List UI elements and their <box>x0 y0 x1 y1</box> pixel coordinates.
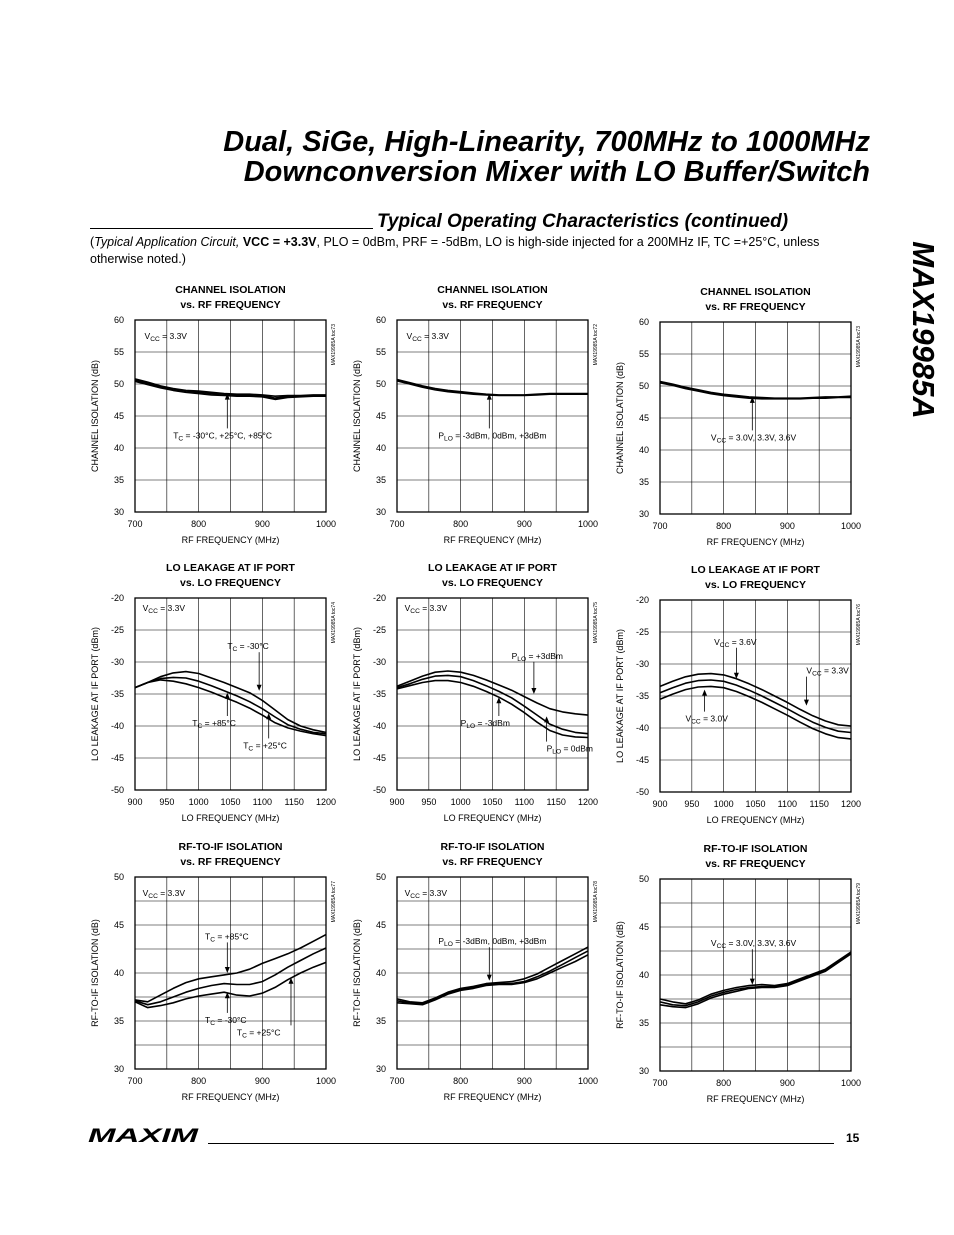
annotation-arrowhead <box>225 967 230 973</box>
x-tick-label: 1150 <box>284 797 304 807</box>
y-tick-label: -40 <box>635 723 649 733</box>
x-tick-label: 900 <box>779 1078 795 1088</box>
x-tick-label: 900 <box>652 799 668 809</box>
chart-title: LO LEAKAGE AT IF PORT <box>691 564 820 576</box>
x-tick-label: 700 <box>652 521 668 531</box>
annotation-arrowhead <box>531 688 536 694</box>
y-axis-label: CHANNEL ISOLATION (dB) <box>615 361 625 475</box>
y-tick-label: 50 <box>638 874 649 884</box>
annotation-label: TC = +85°C <box>205 931 249 944</box>
y-tick-label: 40 <box>638 445 649 455</box>
y-tick-label: 60 <box>638 317 649 327</box>
x-tick-label: 700 <box>127 1076 143 1086</box>
x-tick-label: 900 <box>389 797 405 807</box>
y-axis-label: RF-TO-IF ISOLATION (dB) <box>352 919 362 1027</box>
x-tick-label: 900 <box>254 1076 270 1086</box>
logo-text: MAXIM <box>88 1127 200 1145</box>
x-tick-label: 1100 <box>252 797 273 807</box>
x-tick-label: 700 <box>127 519 143 529</box>
footer-rule <box>208 1143 834 1144</box>
y-axis-label: CHANNEL ISOLATION (dB) <box>90 359 100 473</box>
y-tick-label: 35 <box>638 1018 649 1028</box>
y-tick-label: 55 <box>375 347 386 357</box>
annotation-label: TC = +25°C <box>243 740 287 753</box>
figure-tag: MAX19985A toc73 <box>856 326 862 368</box>
y-tick-label: -20 <box>110 593 124 603</box>
chart-5 <box>352 562 599 823</box>
x-tick-label: 700 <box>389 1076 405 1086</box>
x-tick-label: 1150 <box>809 799 829 809</box>
annotation-label: VCC = 3.3V <box>406 331 449 343</box>
y-tick-label: -30 <box>372 657 386 667</box>
annotation-arrowhead <box>804 700 809 706</box>
figure-tag: MAX19985A toc76 <box>856 604 862 646</box>
figure-tag: MAX19985A toc74 <box>331 602 337 644</box>
y-tick-label: -50 <box>110 785 124 795</box>
y-tick-label: -30 <box>110 657 124 667</box>
chart-title: vs. RF FREQUENCY <box>180 856 281 868</box>
annotation-label: TC = -30°C <box>227 641 269 653</box>
annotation-label: TC = +85°C <box>192 718 236 730</box>
chart-title: LO LEAKAGE AT IF PORT <box>428 562 557 574</box>
x-tick-label: 900 <box>779 521 795 531</box>
chart-title: CHANNEL ISOLATION <box>700 286 811 298</box>
figure-tag: MAX19985A toc78 <box>593 881 599 923</box>
y-tick-label: 35 <box>375 1016 386 1026</box>
y-tick-label: -35 <box>372 689 386 699</box>
annotation-label: PLO = -3dBm, 0dBm, +3dBm <box>438 936 547 948</box>
y-tick-label: 45 <box>638 413 649 423</box>
page-title-line2: Downconversion Mixer with LO Buffer/Switch <box>243 156 870 188</box>
y-axis-label: LO LEAKAGE AT IF PORT (dBm) <box>352 627 362 761</box>
x-tick-label: 1200 <box>840 799 862 809</box>
annotation-label: TC = -30°C, +25°C, +85°C <box>173 430 273 443</box>
x-tick-label: 1050 <box>482 797 503 807</box>
y-tick-label: 45 <box>375 920 386 930</box>
x-axis-label: RF FREQUENCY (MHz) <box>181 1092 280 1102</box>
x-tick-label: 1000 <box>188 797 209 807</box>
y-tick-label: 45 <box>638 922 649 932</box>
y-tick-label: -45 <box>372 753 386 763</box>
y-tick-label: 35 <box>375 475 386 485</box>
annotation-arrowhead <box>544 716 549 722</box>
y-tick-label: 55 <box>638 349 649 359</box>
y-tick-label: 40 <box>638 970 649 980</box>
x-tick-label: 700 <box>389 519 405 529</box>
y-tick-label: -25 <box>110 625 124 635</box>
annotation-label: VCC = 3.0V, 3.3V, 3.6V <box>710 938 797 950</box>
x-axis-label: RF FREQUENCY (MHz) <box>706 537 805 547</box>
x-tick-label: 800 <box>191 519 207 529</box>
y-tick-label: 35 <box>638 477 649 487</box>
chart-title: RF-TO-IF ISOLATION <box>440 841 545 853</box>
y-tick-label: -40 <box>372 721 386 731</box>
chart-title: RF-TO-IF ISOLATION <box>703 843 808 855</box>
x-tick-label: 1050 <box>220 797 241 807</box>
y-tick-label: -50 <box>635 787 649 797</box>
annotation-label: VCC = 3.0V <box>685 713 728 726</box>
y-tick-label: 30 <box>375 1064 386 1074</box>
x-tick-label: 800 <box>453 1076 469 1086</box>
x-axis-label: RF FREQUENCY (MHz) <box>443 535 542 545</box>
figure-tag: MAX19985A toc79 <box>856 883 862 925</box>
y-tick-label: 60 <box>113 315 124 325</box>
y-tick-label: 50 <box>375 379 386 389</box>
figure-tag: MAX19985A toc75 <box>593 602 599 644</box>
chart-title: vs. LO FREQUENCY <box>705 579 806 591</box>
chart-1 <box>90 284 337 545</box>
y-tick-label: 40 <box>113 968 124 978</box>
y-tick-label: 35 <box>113 1016 124 1026</box>
x-tick-label: 800 <box>453 519 469 529</box>
x-tick-label: 1000 <box>840 521 862 531</box>
chart-9 <box>615 843 862 1104</box>
x-tick-label: 900 <box>127 797 143 807</box>
annotation-arrowhead <box>702 690 707 696</box>
section-title: Typical Operating Characteristics (continued) <box>377 211 789 232</box>
annotation-label: PLO = -3dBm, 0dBm, +3dBm <box>438 430 547 443</box>
maxim-logo <box>88 1127 200 1145</box>
x-tick-label: 1000 <box>577 519 599 529</box>
y-tick-label: -45 <box>110 753 124 763</box>
cond-rest: , PLO = 0dBm, PRF = -5dBm, LO is high-side injected for a 200MHz IF, TC =+25°C, unless otherwise noted.) <box>90 235 820 266</box>
x-tick-label: 800 <box>716 521 732 531</box>
chart-title: vs. RF FREQUENCY <box>180 299 281 311</box>
y-tick-label: 40 <box>375 968 386 978</box>
y-tick-label: 50 <box>638 381 649 391</box>
y-tick-label: 45 <box>113 411 124 421</box>
x-axis-label: LO FREQUENCY (MHz) <box>181 813 280 823</box>
chart-title: vs. LO FREQUENCY <box>442 577 543 589</box>
cond-vcc: VCC = +3.3V <box>239 235 317 249</box>
y-tick-label: 30 <box>638 1066 649 1076</box>
chart-6 <box>615 564 862 825</box>
x-tick-label: 1000 <box>315 519 337 529</box>
page-number: 15 <box>846 1131 860 1145</box>
x-tick-label: 950 <box>159 797 175 807</box>
y-tick-label: -50 <box>372 785 386 795</box>
y-tick-label: -20 <box>635 595 649 605</box>
x-tick-label: 800 <box>716 1078 732 1088</box>
x-tick-label: 700 <box>652 1078 668 1088</box>
annotation-label: VCC = 3.3V <box>404 888 448 900</box>
figure-tag: MAX19985A toc73 <box>331 324 337 366</box>
annotation-arrowhead <box>487 975 492 981</box>
annotation-label: PLO = -3dBm <box>460 718 510 730</box>
y-tick-label: -25 <box>635 627 649 637</box>
y-axis-label: CHANNEL ISOLATION (dB) <box>352 359 362 473</box>
x-tick-label: 1000 <box>840 1078 862 1088</box>
chart-title: vs. RF FREQUENCY <box>442 856 543 868</box>
chart-title: vs. RF FREQUENCY <box>705 301 806 313</box>
x-tick-label: 1000 <box>315 1076 337 1086</box>
annotation-label: VCC = 3.3V <box>806 665 849 678</box>
x-axis-label: LO FREQUENCY (MHz) <box>706 815 805 825</box>
y-tick-label: 30 <box>113 507 124 517</box>
annotation-label: VCC = 3.3V <box>142 602 186 615</box>
y-tick-label: 30 <box>638 509 649 519</box>
x-tick-label: 1050 <box>745 799 766 809</box>
annotation-label: VCC = 3.3V <box>404 602 448 615</box>
chart-title: RF-TO-IF ISOLATION <box>178 841 283 853</box>
annotation-label: PLO = 0dBm <box>546 743 594 756</box>
x-axis-label: RF FREQUENCY (MHz) <box>706 1094 805 1104</box>
annotation-arrowhead <box>257 685 262 691</box>
x-tick-label: 900 <box>516 519 532 529</box>
y-tick-label: -40 <box>110 721 124 731</box>
y-tick-label: 40 <box>113 443 124 453</box>
y-axis-label: RF-TO-IF ISOLATION (dB) <box>90 919 100 1027</box>
y-tick-label: -20 <box>372 593 386 603</box>
chart-title: vs. RF FREQUENCY <box>705 858 806 870</box>
chart-4 <box>90 562 337 823</box>
x-tick-label: 1000 <box>713 799 734 809</box>
y-axis-label: LO LEAKAGE AT IF PORT (dBm) <box>615 629 625 763</box>
figure-tag: MAX19985A toc72 <box>593 324 599 366</box>
y-axis-label: RF-TO-IF ISOLATION (dB) <box>615 921 625 1029</box>
x-tick-label: 900 <box>254 519 270 529</box>
chart-3 <box>615 286 862 547</box>
x-tick-label: 1200 <box>577 797 599 807</box>
y-axis-label: LO LEAKAGE AT IF PORT (dBm) <box>90 627 100 761</box>
y-tick-label: 50 <box>113 379 124 389</box>
y-tick-label: 30 <box>375 507 386 517</box>
y-tick-label: 50 <box>113 872 124 882</box>
x-tick-label: 1150 <box>546 797 566 807</box>
y-tick-label: 40 <box>375 443 386 453</box>
chart-2 <box>352 284 599 545</box>
chart-7 <box>90 841 337 1102</box>
x-axis-label: LO FREQUENCY (MHz) <box>443 813 542 823</box>
y-tick-label: 60 <box>375 315 386 325</box>
chart-title: vs. RF FREQUENCY <box>442 299 543 311</box>
x-axis-label: RF FREQUENCY (MHz) <box>443 1092 542 1102</box>
part-number: MAX19985A <box>906 241 941 419</box>
y-tick-label: 30 <box>113 1064 124 1074</box>
annotation-label: VCC = 3.6V <box>714 636 757 649</box>
x-tick-label: 950 <box>684 799 700 809</box>
annotation-label: PLO = +3dBm <box>511 650 563 663</box>
y-tick-label: 45 <box>375 411 386 421</box>
y-tick-label: -45 <box>635 755 649 765</box>
x-tick-label: 1000 <box>577 1076 599 1086</box>
annotation-label: TC = -30°C <box>205 1014 247 1027</box>
page-title-line1: Dual, SiGe, High-Linearity, 700MHz to 1000MHz <box>223 126 870 158</box>
chart-title: vs. LO FREQUENCY <box>180 577 281 589</box>
chart-title: CHANNEL ISOLATION <box>175 284 286 296</box>
x-tick-label: 1000 <box>450 797 471 807</box>
y-tick-label: -25 <box>372 625 386 635</box>
y-tick-label: 55 <box>113 347 124 357</box>
x-tick-label: 950 <box>421 797 437 807</box>
annotation-label: VCC = 3.3V <box>142 888 186 900</box>
annotation-label: TC = +25°C <box>236 1027 281 1040</box>
x-tick-label: 900 <box>516 1076 532 1086</box>
cond-paren: ( <box>90 235 95 249</box>
chart-8 <box>352 841 599 1102</box>
x-tick-label: 1100 <box>514 797 535 807</box>
y-tick-label: -35 <box>110 689 124 699</box>
x-axis-label: RF FREQUENCY (MHz) <box>181 535 280 545</box>
cond-circuit-ref: Typical Application Circuit, <box>94 235 240 249</box>
annotation-arrowhead <box>750 979 755 985</box>
x-tick-label: 1200 <box>315 797 337 807</box>
chart-title: CHANNEL ISOLATION <box>437 284 548 296</box>
y-tick-label: -35 <box>635 691 649 701</box>
y-tick-label: 35 <box>113 475 124 485</box>
y-tick-label: 45 <box>113 920 124 930</box>
y-tick-label: 50 <box>375 872 386 882</box>
chart-title: LO LEAKAGE AT IF PORT <box>166 562 295 574</box>
annotation-label: VCC = 3.3V <box>144 331 187 343</box>
annotation-label: VCC = 3.0V, 3.3V, 3.6V <box>710 432 797 445</box>
figure-tag: MAX19985A toc77 <box>331 881 337 923</box>
x-tick-label: 1100 <box>777 799 798 809</box>
x-tick-label: 800 <box>191 1076 207 1086</box>
y-tick-label: -30 <box>635 659 649 669</box>
